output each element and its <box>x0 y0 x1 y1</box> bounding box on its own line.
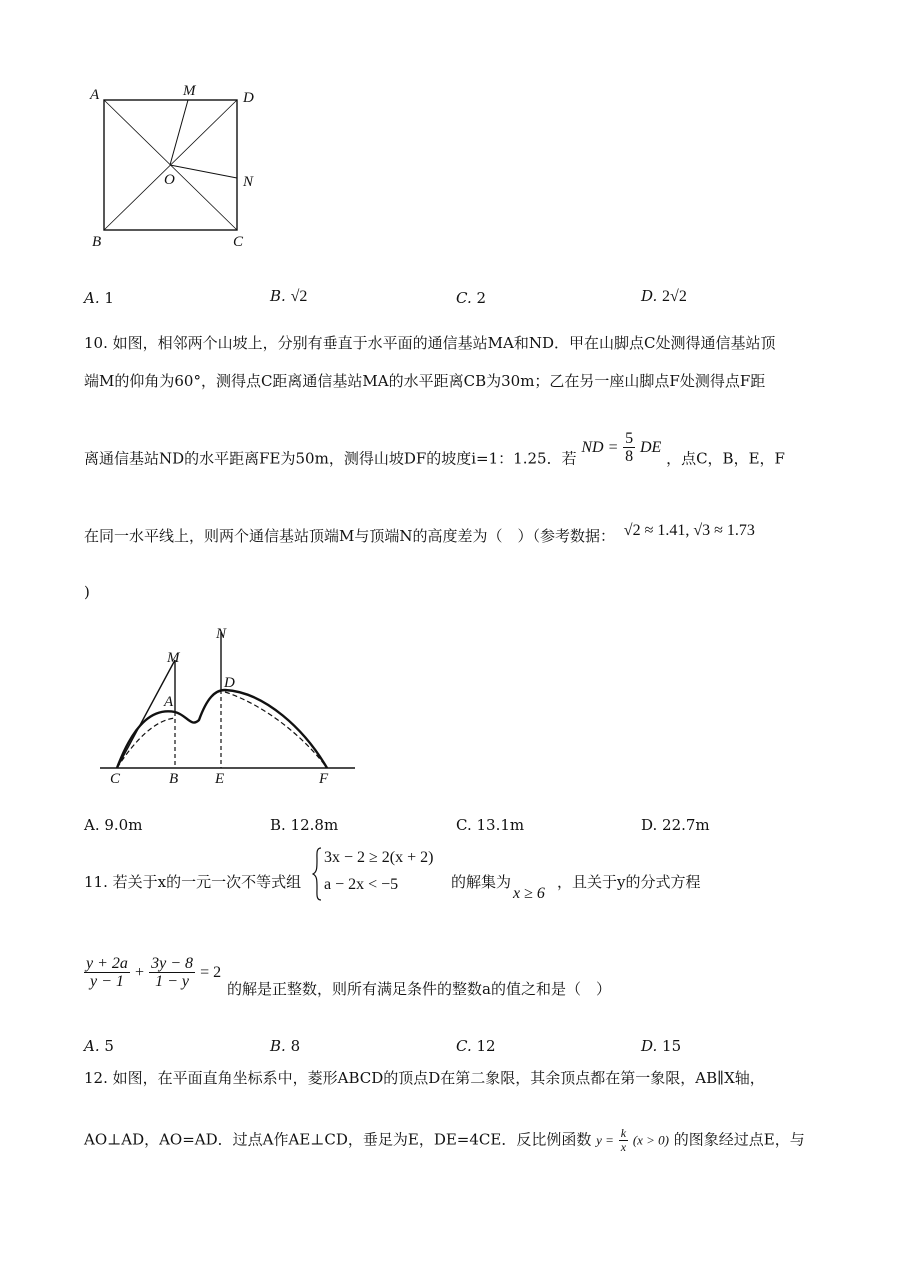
sightline-cm <box>117 660 175 768</box>
q11-solution: x ≥ 6 <box>513 885 545 902</box>
q10-line-1: 10. 如图，相邻两个山坡上，分别有垂直于水平面的通信基站MA和ND．甲在山脚点C处测得通信基站顶 <box>84 334 776 352</box>
q11-option-b[interactable]: B. 8 <box>270 1037 301 1055</box>
q11-option-d[interactable]: D. 15 <box>641 1037 682 1055</box>
label-d: D <box>243 90 254 106</box>
q11-stem-pre: 11. 若关于x的一元一次不等式组 <box>84 873 302 891</box>
q9-option-d[interactable]: D. 2√2 <box>641 287 687 305</box>
q10-option-d[interactable]: D. 22.7m <box>641 816 710 834</box>
q9-option-b[interactable]: B. √2 <box>270 287 308 305</box>
slope-ca-dashed <box>117 718 175 768</box>
label-c: C <box>233 234 244 250</box>
q11-stem-mid: 的解集为 <box>451 873 512 891</box>
q11-option-a[interactable]: A. 5 <box>84 1037 114 1055</box>
segment-on <box>170 165 237 178</box>
q10-line-3: 离通信基站ND的水平距离FE为50m，测得山坡DF的坡度i=1：1.25．若 ND = $\frac{5}{8}$ DE ，点C，B，E，F <box>84 430 785 468</box>
label-e: E <box>215 771 225 787</box>
q12-line-1: 12. 如图，在平面直角坐标系中，菱形ABCD的顶点D在第二象限，其余顶点都在第一象限，AB∥X轴， <box>84 1069 765 1087</box>
label-a: A <box>164 694 174 710</box>
label-c: C <box>110 771 121 787</box>
q11-stem-post: ，且关于y的分式方程 <box>557 873 701 891</box>
fraction-k-x: $\frac{k}{x}$ <box>620 1126 627 1154</box>
q11-equation-post: 的解是正整数，则所有满足条件的整数a的值之和是（ ） <box>227 980 611 998</box>
q10-line-5: ) <box>84 583 90 601</box>
q10-option-c[interactable]: C. 13.1m <box>456 816 525 834</box>
q10-option-a[interactable]: A. 9.0m <box>84 816 143 834</box>
q12-line-2: AO⊥AD，AO=AD．过点A作AE⊥CD，垂足为E，DE=4CE．反比例函数 y = $\frac{k}{x}$ (x > 0) 的图象经过点E，与 <box>84 1126 805 1154</box>
q11-equation: $\frac{y + 2a}{y - 1}$ + $\frac{3y - 8}{1 - y}$ = 2 <box>86 955 222 990</box>
label-f: F <box>319 771 329 787</box>
label-b: B <box>169 771 179 787</box>
inequality-2: a − 2x < −5 <box>324 876 399 893</box>
label-m: M <box>167 650 180 666</box>
q10-line-4: 在同一水平线上，则两个通信基站顶端M与顶端N的高度差为（ ）（参考数据： √2 ≈ 1.41, √3 ≈ 1.73 <box>84 522 755 545</box>
q11-option-c[interactable]: C. 12 <box>456 1037 496 1055</box>
q10-option-b[interactable]: B. 12.8m <box>270 816 339 834</box>
q10-line-2: 端M的仰角为60°，测得点C距离通信基站MA的水平距离CB为30m；乙在另一座山脚点F处测得点F距 <box>84 372 766 390</box>
fraction-5-8: $\frac{5}{8}$ <box>625 430 634 465</box>
hill-outline <box>117 690 327 768</box>
label-b: B <box>92 234 102 250</box>
brace-icon <box>312 846 322 902</box>
figure-square-diagram <box>80 80 280 255</box>
label-n: N <box>243 174 254 190</box>
label-n: N <box>216 626 227 642</box>
q11-inequality-system <box>312 846 452 902</box>
q9-option-c[interactable]: C. 2 <box>456 289 487 307</box>
segment-om <box>170 100 188 165</box>
fraction-1: $\frac{y + 2a}{y - 1}$ <box>86 955 128 990</box>
label-m: M <box>183 83 196 99</box>
slope-df-dashed <box>225 692 327 768</box>
fraction-2: $\frac{3y - 8}{1 - y}$ <box>151 955 194 990</box>
inequality-1: 3x − 2 ≥ 2(x + 2) <box>324 849 434 866</box>
label-d: D <box>224 675 235 691</box>
figure-hills-diagram <box>95 620 365 790</box>
q9-option-a[interactable]: A. 1 <box>84 289 114 307</box>
label-a: A <box>90 87 100 103</box>
label-o: O <box>164 172 175 188</box>
